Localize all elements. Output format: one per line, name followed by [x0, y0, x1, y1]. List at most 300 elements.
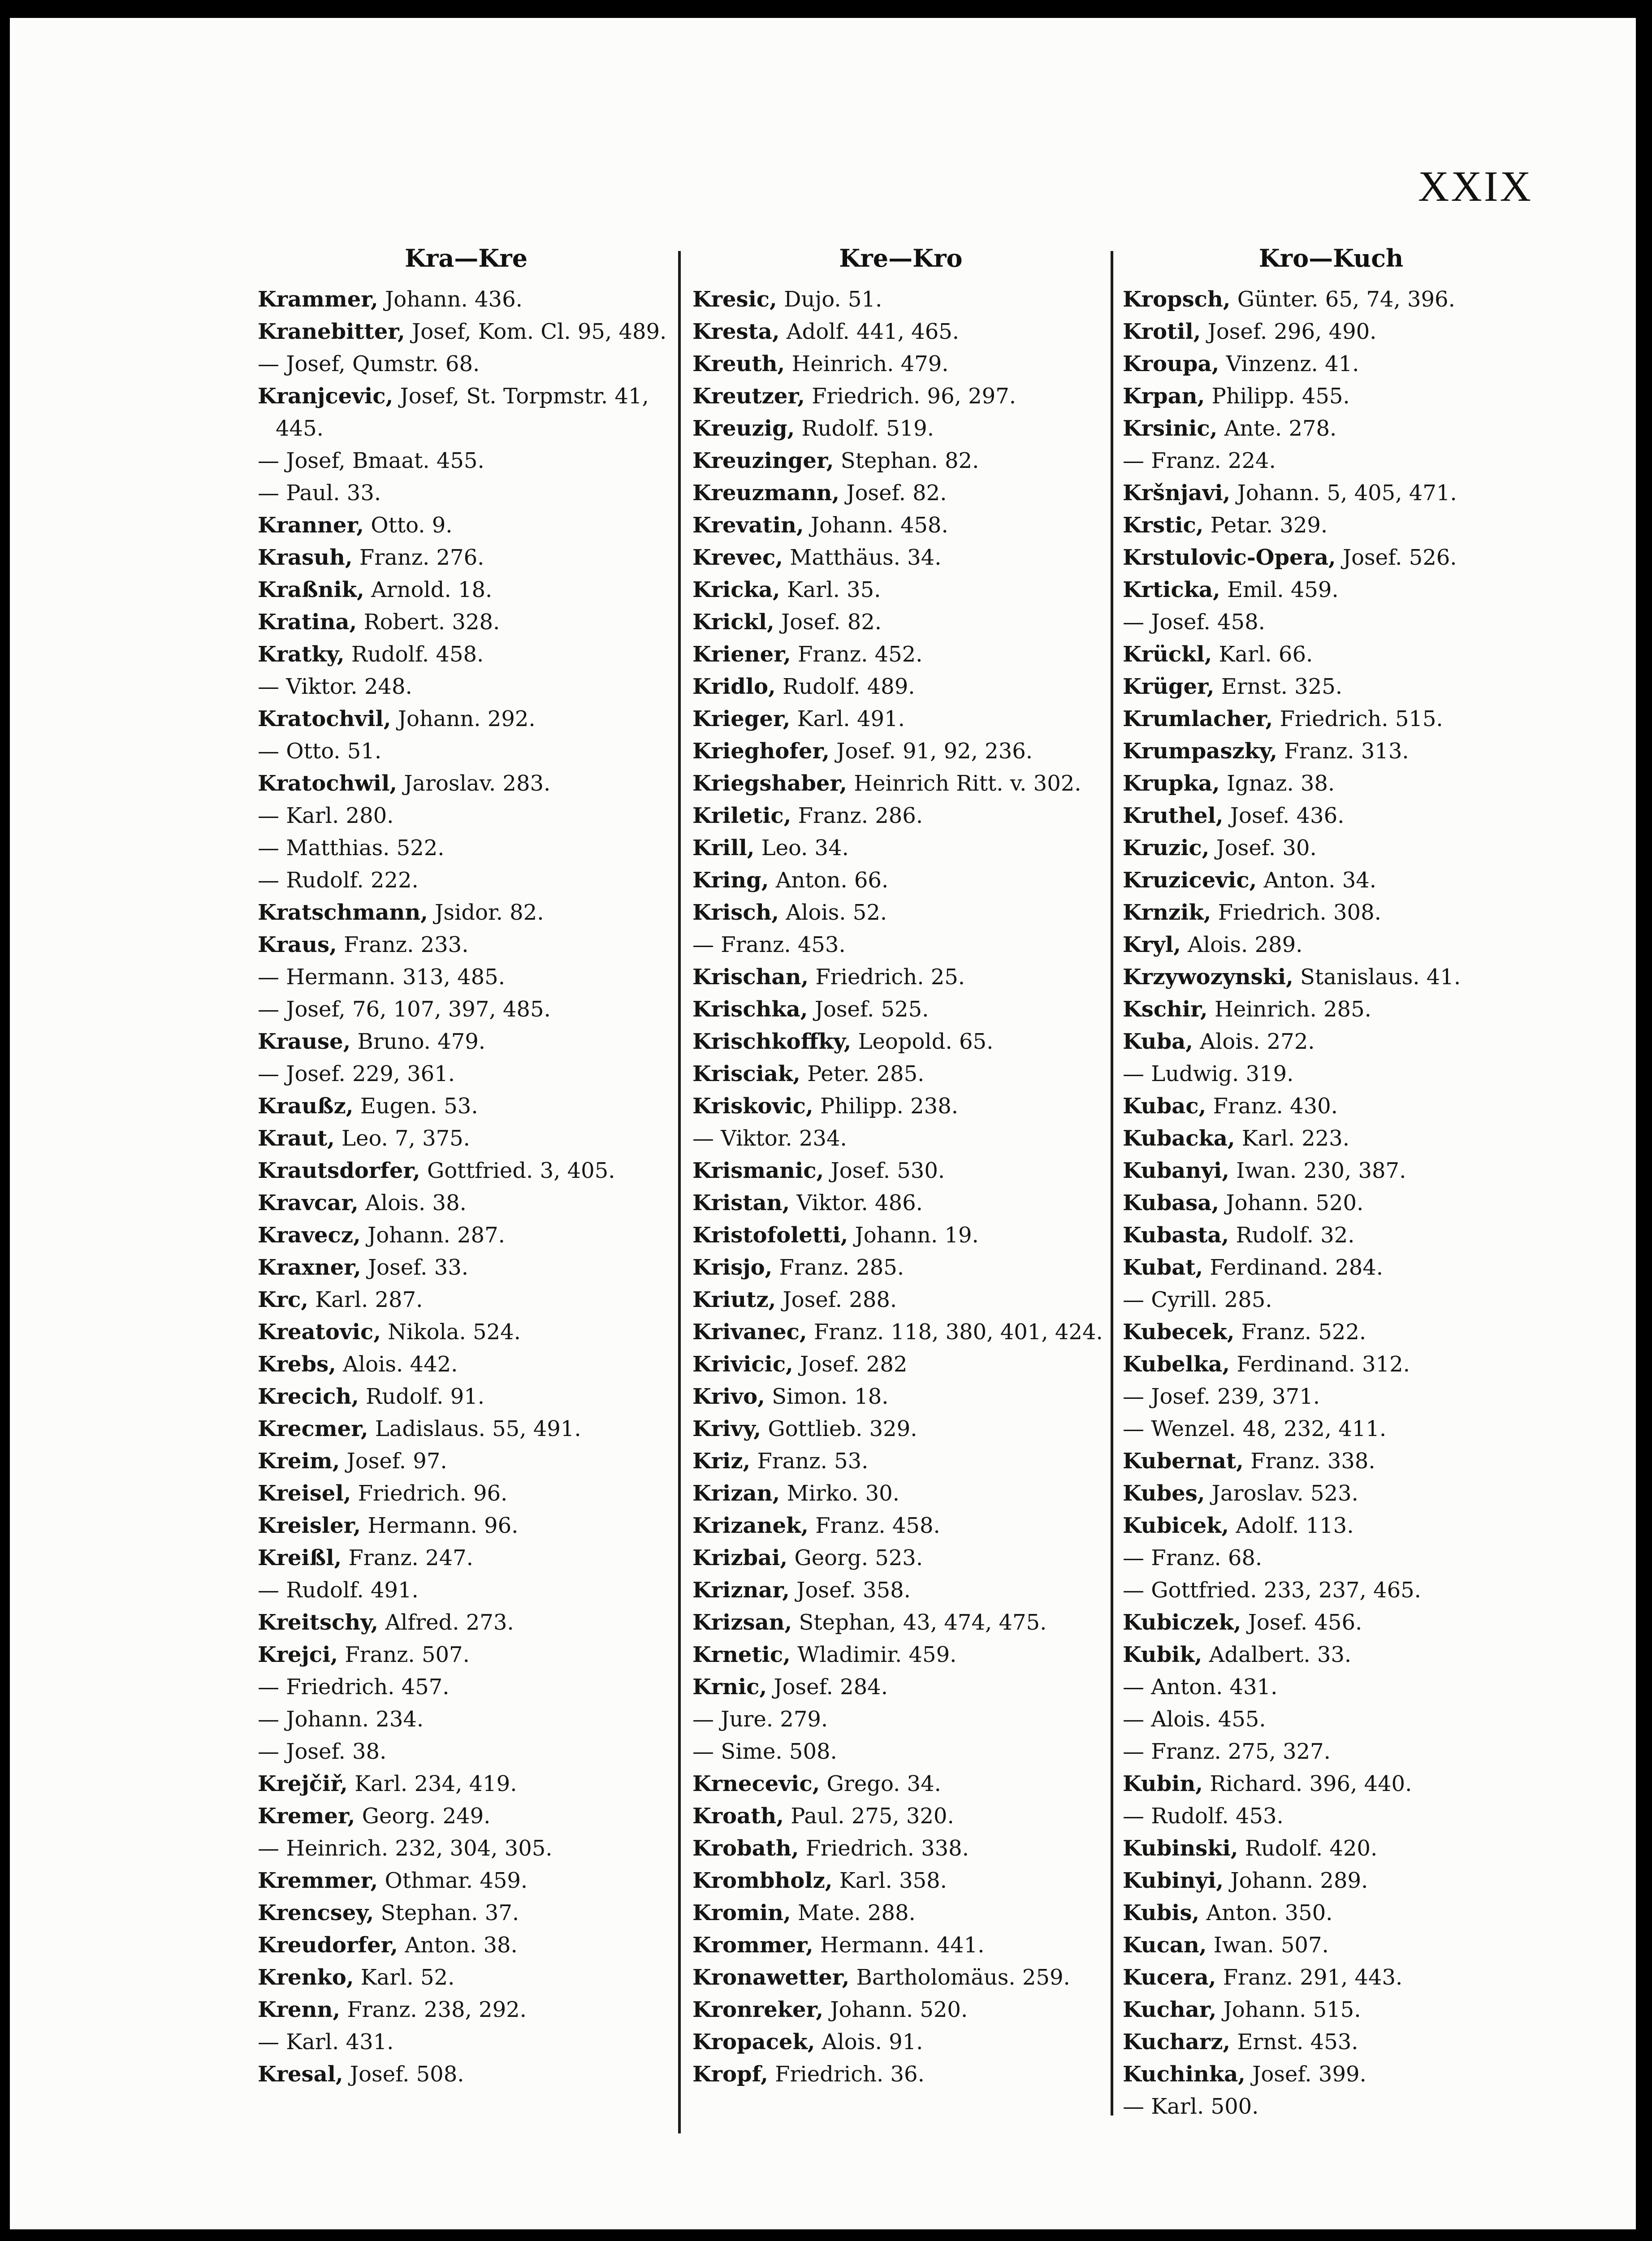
entry-surname: Kršnjavi, [1123, 480, 1231, 506]
entry-details: — Rudolf. 491. [258, 1578, 419, 1603]
entry-details: — Alois. 455. [1123, 1707, 1266, 1732]
entry-surname: Kriletic, [692, 803, 791, 828]
index-entry [1123, 1832, 1540, 1865]
entry-details: Ferdinand. 284. [1210, 1255, 1384, 1280]
index-entry [1123, 961, 1540, 993]
entry-details: Josef. 30. [1216, 835, 1317, 861]
entry-details: Viktor. 486. [796, 1190, 923, 1216]
index-entry [1123, 703, 1540, 735]
entry-surname: Kreuth, [692, 351, 785, 376]
entry-surname: Kucharz, [1123, 2029, 1231, 2055]
index-entry [258, 574, 675, 606]
index-entry [1123, 1058, 1540, 1090]
entry-surname: Krobath, [692, 1836, 799, 1861]
entry-surname: Krischka, [692, 997, 808, 1022]
entry-details: Karl. 223. [1241, 1126, 1349, 1151]
index-entry [1123, 1735, 1540, 1768]
entry-details: Josef. 508. [350, 2062, 464, 2087]
index-entry [1123, 993, 1540, 1025]
index-entry [1123, 1380, 1540, 1413]
entry-surname: Krivy, [692, 1416, 761, 1441]
index-entry [692, 1671, 1109, 1703]
entry-details: Alois. 289. [1188, 932, 1303, 957]
column-header: Kre—Kro [839, 244, 963, 273]
index-entry [1123, 1445, 1540, 1477]
entry-details: Alois. 38. [365, 1190, 467, 1216]
entry-details: Jaroslav. 523. [1211, 1481, 1358, 1506]
index-entry [1123, 1800, 1540, 1832]
index-entry [692, 606, 1109, 638]
entry-details: Josef. 296, 490. [1207, 319, 1377, 344]
entry-surname: Krasuh, [258, 545, 353, 570]
entry-surname: Krückl, [1123, 642, 1212, 667]
entry-details: Rudolf. 91. [366, 1384, 485, 1409]
entry-details: — Cyrill. 285. [1123, 1287, 1272, 1312]
index-entry [1123, 896, 1540, 929]
entry-surname: Kroath, [692, 1804, 784, 1829]
index-entry [692, 1929, 1109, 1961]
entry-details: Johann. 436. [385, 287, 523, 312]
entry-surname: Kricka, [692, 577, 780, 602]
entry-surname: Kraus, [258, 932, 337, 957]
entry-list [1123, 283, 1540, 2123]
entry-surname: Kubinski, [1123, 1836, 1238, 1861]
entry-surname: Kucera, [1123, 1965, 1216, 1990]
entry-details: Friedrich. 25. [815, 965, 965, 990]
index-entry [692, 1897, 1109, 1929]
entry-details: Heinrich Ritt. v. 302. [854, 771, 1081, 796]
entry-details: — Friedrich. 457. [258, 1674, 450, 1700]
index-entry [692, 703, 1109, 735]
entry-details: Josef. 530. [830, 1158, 945, 1183]
index-entry [692, 445, 1109, 477]
entry-surname: Krejčiř, [258, 1771, 348, 1796]
index-entry [258, 1284, 675, 1316]
entry-surname: Krizsan, [692, 1610, 792, 1635]
entry-details: Josef. 399. [1252, 2062, 1367, 2087]
entry-surname: Krivo, [692, 1384, 765, 1409]
entry-details: Stephan, 43, 474, 475. [799, 1610, 1047, 1635]
entry-details: — Josef, Bmaat. 455. [258, 448, 484, 473]
index-entry [258, 1897, 675, 1929]
entry-surname: Krevatin, [692, 513, 804, 538]
entry-surname: Kratschmann, [258, 900, 428, 925]
entry-details: Josef. 436. [1230, 803, 1345, 828]
entry-surname: Kridlo, [692, 674, 776, 699]
entry-details: Anton. 34. [1263, 868, 1377, 893]
index-entry [258, 735, 675, 767]
entry-surname: Krismanic, [692, 1158, 824, 1183]
index-entry [258, 1768, 675, 1800]
entry-details: Petar. 329. [1210, 513, 1328, 538]
entry-surname: Krickl, [692, 610, 774, 635]
entry-details: Wladimir. 459. [797, 1642, 957, 1667]
index-entry [258, 348, 675, 380]
entry-surname: Kromin, [692, 1900, 791, 1925]
entry-surname: Kubecek, [1123, 1320, 1235, 1345]
index-entry [1123, 1477, 1540, 1510]
index-entry [692, 1219, 1109, 1251]
entry-details: — Anton. 431. [1123, 1674, 1278, 1700]
index-entry [258, 1703, 675, 1735]
index-entry [1123, 1606, 1540, 1639]
index-entry [258, 1122, 675, 1155]
entry-details: Johann. 19. [855, 1223, 979, 1248]
entry-surname: Krivanec, [692, 1320, 807, 1345]
entry-surname: Krnzik, [1123, 900, 1211, 925]
entry-details: Franz. 276. [359, 545, 484, 570]
entry-details: Anton. 38. [405, 1933, 518, 1958]
index-entry [692, 348, 1109, 380]
entry-details: Eugen. 53. [360, 1094, 478, 1119]
index-entry [692, 1961, 1109, 1994]
entry-details: Emil. 459. [1227, 577, 1339, 602]
entry-details: — Josef. 458. [1123, 610, 1265, 635]
index-entry [1123, 1961, 1540, 1994]
entry-details: Alfred. 273. [385, 1610, 514, 1635]
index-entry [1123, 1316, 1540, 1348]
entry-details: Leo. 34. [761, 835, 849, 861]
entry-surname: Kubes, [1123, 1481, 1205, 1506]
index-entry [692, 1477, 1109, 1510]
index-entry [258, 929, 675, 961]
index-entry [1123, 1929, 1540, 1961]
index-entry [1123, 638, 1540, 671]
entry-surname: Kriutz, [692, 1287, 776, 1312]
index-entry [258, 1348, 675, 1380]
entry-details: — Matthias. 522. [258, 835, 445, 861]
entry-details: — Hermann. 313, 485. [258, 965, 505, 990]
entry-surname: Kreuzig, [692, 416, 795, 441]
index-entry [1123, 671, 1540, 703]
index-entry [692, 993, 1109, 1025]
entry-surname: Krejci, [258, 1642, 338, 1667]
index-entry [1123, 445, 1540, 477]
index-entry [692, 1284, 1109, 1316]
entry-surname: Kristofoletti, [692, 1223, 848, 1248]
index-entry [258, 671, 675, 703]
entry-surname: Kuchinka, [1123, 2062, 1245, 2087]
entry-details: — Rudolf. 222. [258, 868, 419, 893]
index-entry [1123, 541, 1540, 574]
entry-surname: Kriskovic, [692, 1094, 813, 1119]
index-entry [692, 1768, 1109, 1800]
entry-details: Josef. 284. [774, 1674, 888, 1700]
entry-details: Josef. 282 [800, 1352, 908, 1377]
entry-details: Vinzenz. 41. [1226, 351, 1359, 376]
entry-surname: Kraußz, [258, 1094, 354, 1119]
index-entry [258, 445, 675, 477]
entry-details: Ernst. 453. [1237, 2029, 1358, 2055]
index-entry [258, 864, 675, 896]
entry-surname: Kropsch, [1123, 287, 1231, 312]
entry-surname: Kresal, [258, 2062, 343, 2087]
entry-details: — Franz. 453. [692, 932, 846, 957]
index-entry [258, 1251, 675, 1284]
entry-details: Gottfried. 3, 405. [427, 1158, 615, 1183]
index-entry [258, 832, 675, 864]
entry-details: Franz. 313. [1284, 739, 1409, 764]
entry-surname: Kranjcevic, [258, 384, 394, 409]
entry-details: Stephan. 82. [840, 448, 979, 473]
entry-details: Alois. 52. [786, 900, 887, 925]
entry-surname: Krill, [692, 835, 755, 861]
index-entry [258, 1316, 675, 1348]
index-entry [1123, 1284, 1540, 1316]
entry-surname: Kranebitter, [258, 319, 405, 344]
entry-details: Rudolf. 489. [783, 674, 915, 699]
entry-details: Friedrich. 36. [775, 2062, 925, 2087]
index-entry [258, 703, 675, 735]
index-entry [692, 1994, 1109, 2026]
entry-details: Karl. 358. [839, 1868, 947, 1893]
entry-list [258, 283, 675, 2090]
entry-surname: Krnecevic, [692, 1771, 820, 1796]
entry-surname: Krticka, [1123, 577, 1220, 602]
index-entry [692, 800, 1109, 832]
index-entry [258, 509, 675, 541]
entry-details: Johann. 515. [1223, 1997, 1361, 2022]
index-entry [692, 283, 1109, 316]
entry-surname: Krstulovic-Opera, [1123, 545, 1336, 570]
column-header: Kra—Kre [404, 244, 528, 273]
entry-details: Paul. 275, 320. [791, 1804, 954, 1829]
entry-details: Philipp. 455. [1211, 384, 1350, 409]
entry-details: Josef, St. Torpmstr. 41, 445. [276, 384, 649, 441]
entry-surname: Kroupa, [1123, 351, 1220, 376]
entry-details: Matthäus. 34. [790, 545, 942, 570]
index-entry [258, 477, 675, 509]
index-entry [692, 380, 1109, 412]
entry-details: Adolf. 441, 465. [786, 319, 960, 344]
entry-details: Richard. 396, 440. [1210, 1771, 1412, 1796]
entry-details: Josef. 288. [783, 1287, 897, 1312]
entry-surname: Kratochvil, [258, 706, 391, 731]
index-entry [1123, 864, 1540, 896]
index-entry [258, 1671, 675, 1703]
entry-details: Hermann. 441. [820, 1933, 985, 1958]
index-entry [258, 1994, 675, 2026]
entry-surname: Kring, [692, 868, 769, 893]
entry-surname: Kuba, [1123, 1029, 1193, 1054]
index-entry [258, 283, 675, 316]
index-entry [692, 929, 1109, 961]
entry-details: Franz. 233. [344, 932, 469, 957]
entry-details: Rudolf. 420. [1245, 1836, 1378, 1861]
entry-surname: Kreatovic, [258, 1320, 381, 1345]
entry-details: — Ludwig. 319. [1123, 1061, 1294, 1086]
index-entry [1123, 574, 1540, 606]
index-entry [692, 1445, 1109, 1477]
entry-surname: Kubis, [1123, 1900, 1200, 1925]
entry-surname: Krischkoffky, [692, 1029, 852, 1054]
entry-surname: Kropacek, [692, 2029, 815, 2055]
entry-details: Georg. 523. [794, 1545, 923, 1570]
entry-surname: Krischan, [692, 965, 809, 990]
entry-details: Rudolf. 458. [351, 642, 484, 667]
entry-surname: Kraxner, [258, 1255, 361, 1280]
entry-surname: Krüger, [1123, 674, 1215, 699]
entry-details: Bartholomäus. 259. [856, 1965, 1070, 1990]
index-entry [258, 767, 675, 800]
entry-details: Anton. 66. [775, 868, 889, 893]
entry-details: — Karl. 500. [1123, 2094, 1259, 2119]
entry-details: Ante. 278. [1224, 416, 1337, 441]
index-entry [1123, 348, 1540, 380]
entry-details: Othmar. 459. [385, 1868, 528, 1893]
entry-details: Dujo. 51. [784, 287, 882, 312]
index-column-2 [692, 242, 1109, 2090]
index-entry [258, 1187, 675, 1219]
index-entry [258, 1606, 675, 1639]
entry-details: — Karl. 280. [258, 803, 394, 828]
entry-surname: Kuchar, [1123, 1997, 1217, 2022]
entry-details: Josef. 358. [796, 1578, 911, 1603]
entry-surname: Kubin, [1123, 1771, 1203, 1796]
entry-details: Karl. 491. [797, 706, 905, 731]
entry-details: Robert. 328. [363, 610, 500, 635]
entry-surname: Kreudorfer, [258, 1933, 398, 1958]
entry-surname: Kravcar, [258, 1190, 359, 1216]
index-entry [692, 574, 1109, 606]
index-entry [1123, 1025, 1540, 1058]
entry-surname: Kreuzinger, [692, 448, 834, 473]
entry-details: Iwan. 507. [1213, 1933, 1329, 1958]
column-divider [678, 251, 681, 2133]
index-entry [1123, 606, 1540, 638]
index-entry [258, 1445, 675, 1477]
entry-details: Karl. 52. [360, 1965, 455, 1990]
index-entry [1123, 1542, 1540, 1574]
index-entry [1123, 1897, 1540, 1929]
entry-details: — Franz. 275, 327. [1123, 1739, 1331, 1764]
entry-surname: Kubik, [1123, 1642, 1202, 1667]
entry-details: Franz. 522. [1241, 1320, 1367, 1345]
entry-details: — Heinrich. 232, 304, 305. [258, 1836, 553, 1861]
entry-details: Alois. 91. [822, 2029, 923, 2055]
entry-details: — Franz. 224. [1123, 448, 1276, 473]
index-entry [1123, 380, 1540, 412]
entry-surname: Kreisel, [258, 1481, 351, 1506]
entry-surname: Krencsey, [258, 1900, 374, 1925]
index-entry [692, 1865, 1109, 1897]
entry-details: — Josef. 239, 371. [1123, 1384, 1320, 1409]
entry-details: Simon. 18. [772, 1384, 889, 1409]
entry-details: Johann. 287. [368, 1223, 505, 1248]
index-entry [1123, 1510, 1540, 1542]
entry-details: — Josef. 38. [258, 1739, 387, 1764]
index-entry [258, 1510, 675, 1542]
entry-surname: Kschir, [1123, 997, 1208, 1022]
entry-details: — Gottfried. 233, 237, 465. [1123, 1578, 1421, 1603]
index-entry [692, 961, 1109, 993]
entry-surname: Kubelka, [1123, 1352, 1230, 1377]
index-entry [692, 1735, 1109, 1768]
entry-surname: Kriznar, [692, 1578, 790, 1603]
entry-surname: Kubanyi, [1123, 1158, 1229, 1183]
index-entry [258, 380, 675, 445]
index-entry [258, 1542, 675, 1574]
entry-surname: Krevec, [692, 545, 783, 570]
entry-surname: Kryl, [1123, 932, 1181, 957]
index-entry [258, 638, 675, 671]
entry-details: Alois. 442. [343, 1352, 458, 1377]
entry-surname: Krenko, [258, 1965, 354, 1990]
entry-details: — Jure. 279. [692, 1707, 828, 1732]
entry-details: Johann. 458. [810, 513, 948, 538]
index-entry [692, 832, 1109, 864]
entry-surname: Krombholz, [692, 1868, 833, 1893]
entry-surname: Kreim, [258, 1449, 340, 1474]
index-entry [1123, 1574, 1540, 1606]
entry-details: Karl. 287. [315, 1287, 423, 1312]
index-entry [258, 1413, 675, 1445]
entry-details: — Wenzel. 48, 232, 411. [1123, 1416, 1387, 1441]
entry-details: Karl. 66. [1219, 642, 1313, 667]
entry-surname: Krecich, [258, 1384, 359, 1409]
entry-details: Johann. 520. [1226, 1190, 1364, 1216]
entry-details: Philipp. 238. [820, 1094, 958, 1119]
index-entry [258, 993, 675, 1025]
entry-surname: Krnetic, [692, 1642, 791, 1667]
index-entry [1123, 1865, 1540, 1897]
entry-surname: Krupka, [1123, 771, 1220, 796]
index-entry [258, 541, 675, 574]
index-entry [258, 316, 675, 348]
index-entry [258, 1800, 675, 1832]
index-entry [1123, 735, 1540, 767]
entry-details: Friedrich. 96, 297. [812, 384, 1016, 409]
index-entry [692, 1510, 1109, 1542]
index-entry [692, 896, 1109, 929]
entry-details: — Karl. 431. [258, 2029, 394, 2055]
entry-details: Gottlieb. 329. [768, 1416, 917, 1441]
entry-surname: Kubiczek, [1123, 1610, 1241, 1635]
index-entry [692, 1058, 1109, 1090]
entry-surname: Krizanek, [692, 1513, 809, 1538]
entry-list [692, 283, 1109, 2090]
entry-details: Bruno. 479. [357, 1029, 486, 1054]
entry-surname: Kubinyi, [1123, 1868, 1224, 1893]
entry-details: — Johann. 234. [258, 1707, 424, 1732]
index-column-3 [1123, 242, 1540, 2123]
index-entry [1123, 1219, 1540, 1251]
entry-surname: Kronreker, [692, 1997, 824, 2022]
entry-details: Arnold. 18. [371, 577, 493, 602]
entry-details: Anton. 350. [1206, 1900, 1333, 1925]
entry-details: Johann. 5, 405, 471. [1237, 480, 1457, 506]
index-entry [692, 412, 1109, 445]
index-entry [258, 2058, 675, 2090]
entry-details: Rudolf. 519. [801, 416, 934, 441]
index-entry [692, 1574, 1109, 1606]
entry-surname: Kranner, [258, 513, 364, 538]
entry-surname: Krause, [258, 1029, 351, 1054]
entry-details: Friedrich. 338. [805, 1836, 969, 1861]
entry-surname: Kravecz, [258, 1223, 361, 1248]
index-entry [692, 477, 1109, 509]
index-entry [1123, 1703, 1540, 1735]
entry-details: Stanislaus. 41. [1300, 965, 1461, 990]
index-entry [1123, 509, 1540, 541]
entry-details: Stephan. 37. [381, 1900, 519, 1925]
entry-details: Johann. 520. [830, 1997, 968, 2022]
entry-surname: Krieger, [692, 706, 791, 731]
entry-surname: Krommer, [692, 1933, 813, 1958]
entry-surname: Kriegshaber, [692, 771, 847, 796]
entry-details: Franz. 507. [345, 1642, 470, 1667]
index-entry [692, 1380, 1109, 1413]
